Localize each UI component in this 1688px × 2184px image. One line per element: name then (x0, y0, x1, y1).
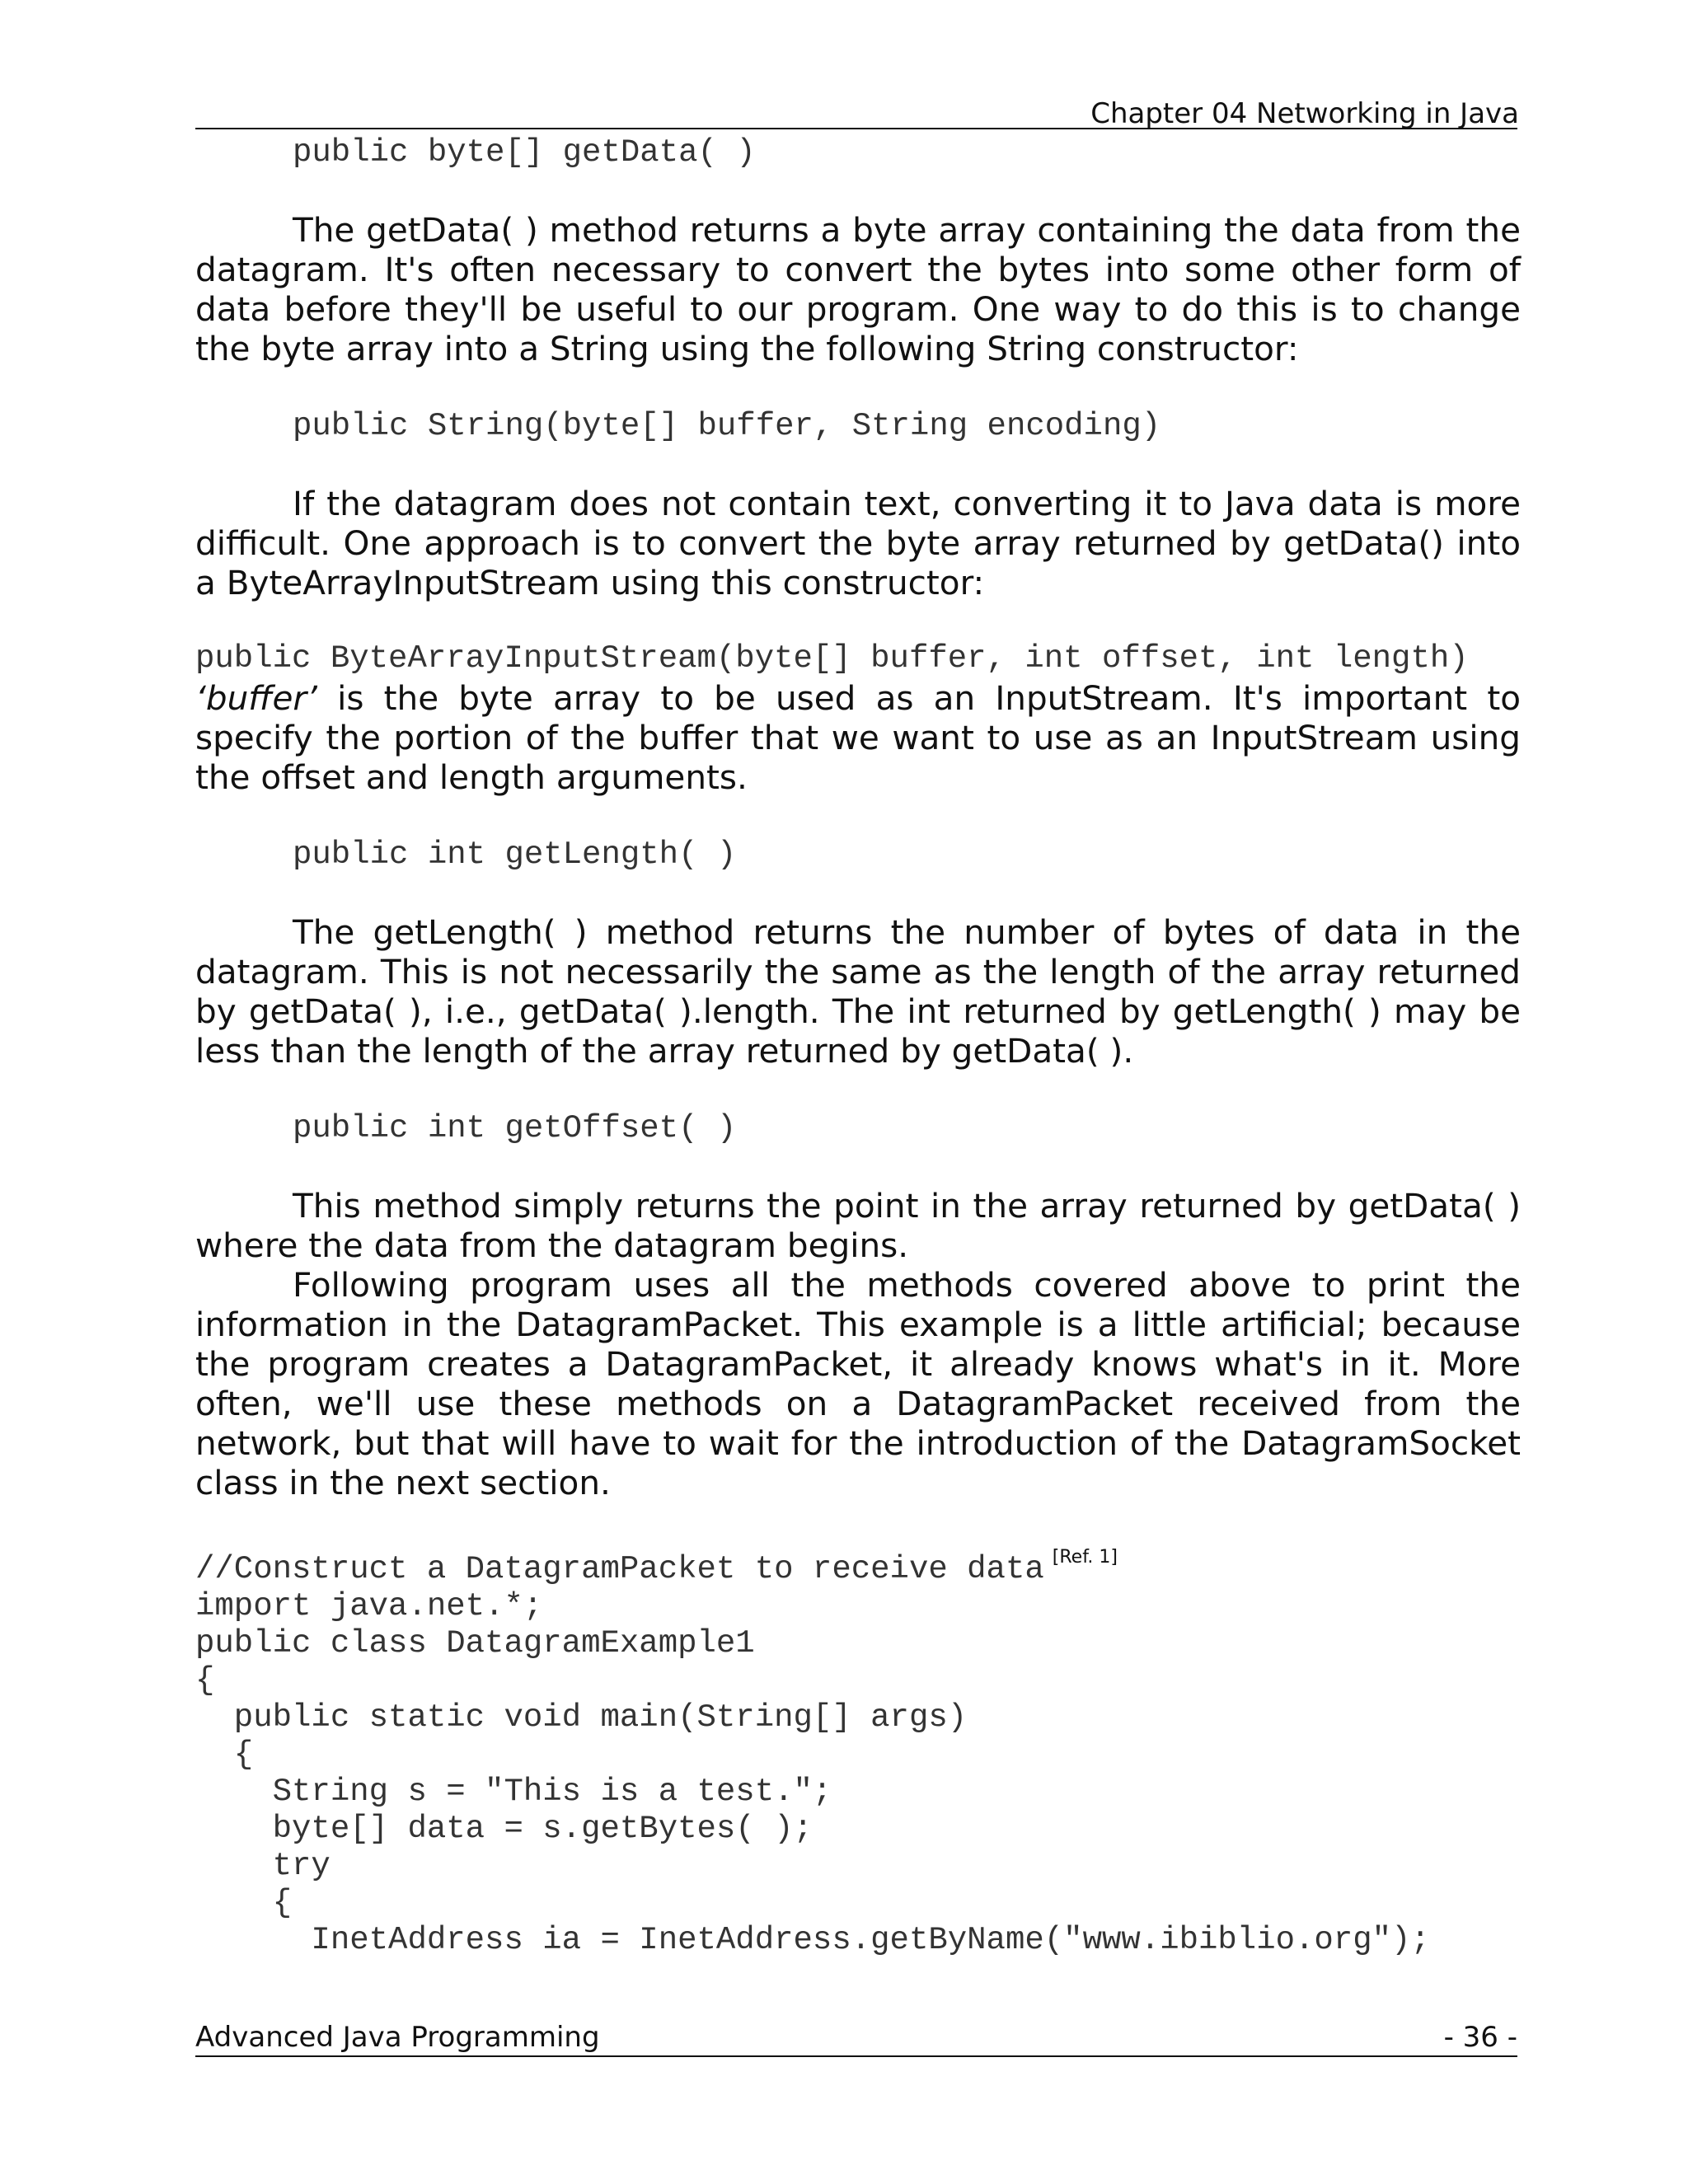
signature-getoffset: public int getOffset( ) (293, 1110, 737, 1146)
page-body (195, 128, 1521, 1959)
buffer-term: ‘buffer’ (195, 678, 317, 718)
code-comment: //Construct a DatagramPacket to receive data (195, 1551, 1044, 1587)
signature-string-constructor: public String(byte[] buffer, String encoding) (293, 408, 1161, 444)
footer-book-title: Advanced Java Programming (195, 2021, 600, 2054)
code-line: public static void main(String[] args) (195, 1699, 968, 1736)
running-header: Chapter 04 Networking in Java (1090, 97, 1519, 130)
signature-bytearrayinputstream-constructor: public ByteArrayInputStream(byte[] buffer, int offset, int length) (195, 640, 1469, 677)
paragraph-getlength: The getLength( ) method returns the number of bytes of data in the datagram. This is not necessarily the same as the length of the array returned by getData( ), i.e., getData( ).length. The int returned by getLength( ) may be less than the length of the array returned by getData( ). (195, 912, 1521, 1071)
code-listing (195, 1539, 1521, 1959)
paragraph-buffer (195, 678, 1521, 797)
code-line: public class DatagramExample1 (195, 1625, 755, 1661)
footer-page-number: - 36 - (1443, 2021, 1517, 2054)
code-line: { (195, 1736, 254, 1773)
code-line: import java.net.*; (195, 1588, 543, 1624)
code-line: { (195, 1885, 293, 1921)
buffer-description: is the byte array to be used as an InputStream. It's important to specify the portion of the buffer that we want to use as an InputStream using the offset and length arguments. (195, 678, 1521, 797)
signature-getlength: public int getLength( ) (293, 837, 737, 873)
footer-rule (195, 2055, 1517, 2057)
paragraph-not-text: If the datagram does not contain text, converting it to Java data is more difficult. One approach is to convert the byte array returned by getData() into a ByteArrayInputStream using this constructor: (195, 484, 1521, 602)
code-line: { (195, 1662, 215, 1699)
code-line: InetAddress ia = InetAddress.getByName("www.ibiblio.org"); (195, 1922, 1430, 1958)
signature-getdata: public byte[] getData( ) (293, 134, 756, 171)
paragraph-getdata: The getData( ) method returns a byte array containing the data from the datagram. It's often necessary to convert the bytes into some other form of data before they'll be useful to our program. One way to do this is to change the byte array into a String using the following String constructor: (195, 210, 1521, 368)
code-comment-line (195, 1539, 1521, 1588)
code-line: String s = "This is a test."; (195, 1774, 832, 1810)
reference-marker: [Ref. 1] (1052, 1547, 1118, 1568)
paragraph-getoffset: This method simply returns the point in the array returned by getData( ) where the data from the datagram begins. (195, 1186, 1521, 1265)
code-line: try (195, 1848, 331, 1884)
code-line: byte[] data = s.getBytes( ); (195, 1811, 813, 1847)
paragraph-program-intro: Following program uses all the methods covered above to print the information in the DatagramPacket. This example is a little artificial; because the program creates a DatagramPacket, it already knows what's in it. More often, we'll use these methods on a DatagramPacket received from the network, but that will have to wait for the introduction of the DatagramSocket class in the next section. (195, 1265, 1521, 1502)
